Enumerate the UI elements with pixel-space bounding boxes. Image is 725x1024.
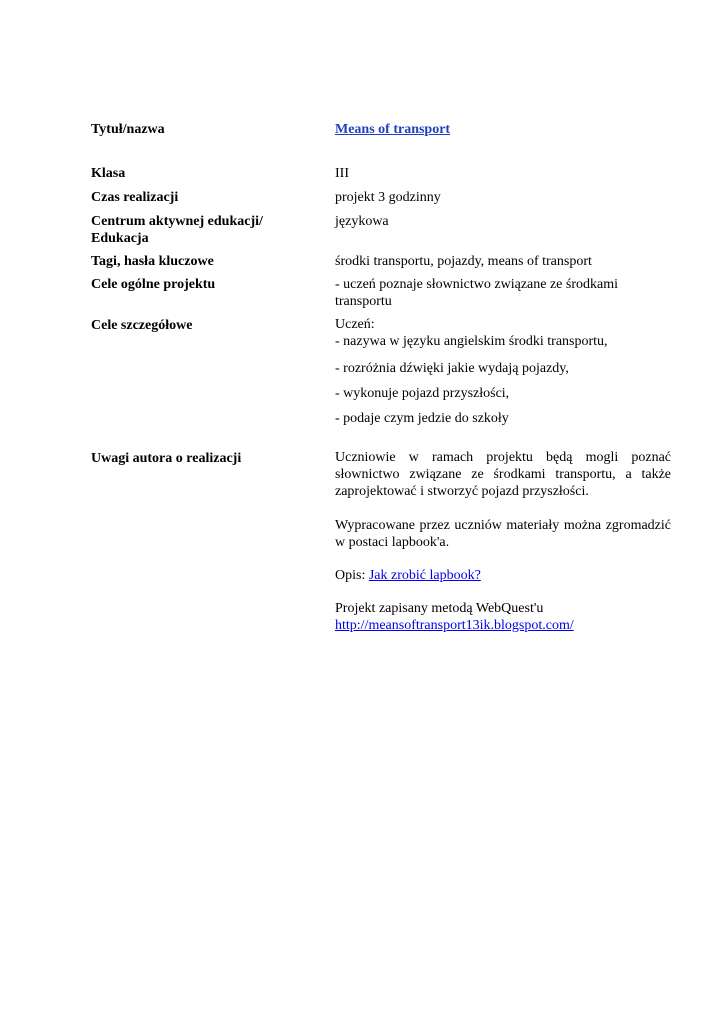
value-cele-ogolne <box>335 276 671 310</box>
value-cele-ogolne-line1: - uczeń poznaje słownictwo związane ze środkami <box>335 277 618 292</box>
label-tagi: Tagi, hasła kluczowe <box>91 254 214 269</box>
value-cele-ogolne-line2: transportu <box>335 294 392 309</box>
list-item: - nazywa w języku angielskim środki transportu, <box>335 334 608 349</box>
label-czas: Czas realizacji <box>91 190 179 205</box>
label-title: Tytuł/nazwa <box>91 122 165 137</box>
label-cele-ogolne: Cele ogólne projektu <box>91 277 216 292</box>
cele-szczegolowe-intro: Uczeń: <box>335 317 375 332</box>
opis-prefix: Opis: <box>335 568 369 583</box>
label-centrum-line1: Centrum aktywnej edukacji/ <box>91 214 263 229</box>
list-item: - wykonuje pojazd przyszłości, <box>335 386 510 401</box>
webquest-link[interactable]: http://meansoftransport13ik.blogspot.com/ <box>335 618 574 633</box>
label-klasa: Klasa <box>91 166 126 181</box>
value-czas: projekt 3 godzinny <box>335 190 441 205</box>
list-item: - podaje czym jedzie do szkoły <box>335 411 509 426</box>
uwagi-paragraph-2: Wypracowane przez uczniów materiały można zgromadzić w postaci lapbook'a. <box>335 518 671 550</box>
label-cele-szczegolowe: Cele szczegółowe <box>91 318 193 333</box>
uwagi-paragraph-1: Uczniowie w ramach projektu będą mogli poznać słownictwo związane ze środkami transportu, a także zaprojektować i stworzyć pojazd przyszłości. <box>335 450 671 499</box>
value-title <box>335 121 671 138</box>
list-item: - rozróżnia dźwięki jakie wydają pojazdy, <box>335 361 569 376</box>
opis-line <box>335 567 671 584</box>
label-centrum <box>91 213 263 247</box>
label-centrum-line2: Edukacja <box>91 231 149 246</box>
value-centrum: językowa <box>335 214 389 229</box>
lapbook-link[interactable]: Jak zrobić lapbook? <box>368 568 481 583</box>
webquest-text: Projekt zapisany metodą WebQuest'u <box>335 601 544 616</box>
label-uwagi: Uwagi autora o realizacji <box>91 451 242 466</box>
webquest-line <box>335 617 671 634</box>
value-klasa: III <box>335 166 349 181</box>
value-tagi: środki transportu, pojazdy, means of transport <box>335 254 592 269</box>
project-title-link[interactable]: Means of transport <box>335 122 451 137</box>
